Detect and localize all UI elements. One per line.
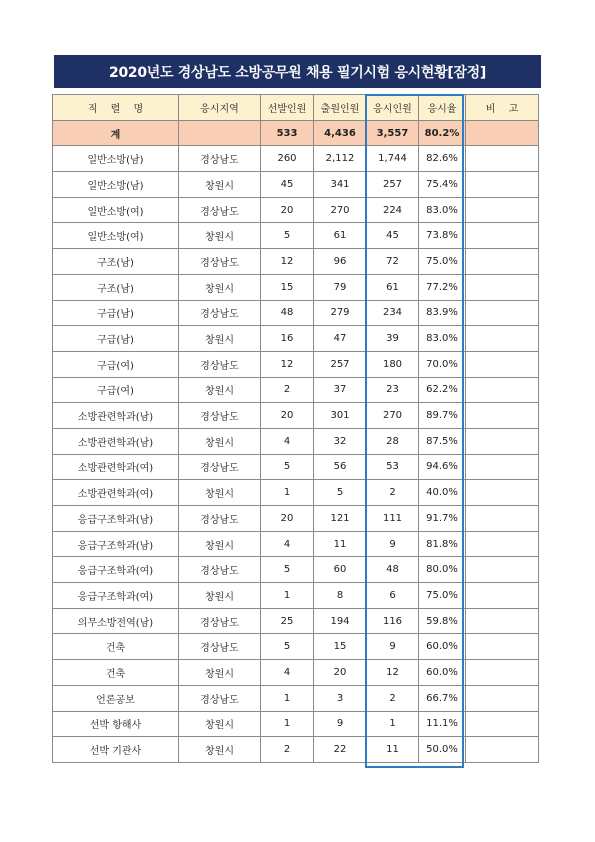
table-row <box>53 506 539 532</box>
cell-attended: 6 <box>367 583 419 609</box>
cell-region: 창원시 <box>179 326 261 352</box>
table-row <box>53 660 539 686</box>
cell-attended: 23 <box>367 377 419 403</box>
table-row <box>53 223 539 249</box>
cell-selected: 2 <box>261 737 314 763</box>
cell-note <box>466 403 539 429</box>
table-row <box>53 685 539 711</box>
cell-rate: 50.0% <box>419 737 466 763</box>
table-row <box>53 146 539 172</box>
cell-job: 구급(여) <box>53 351 179 377</box>
cell-job: 언론공보 <box>53 685 179 711</box>
cell-selected: 15 <box>261 274 314 300</box>
cell-selected: 4 <box>261 531 314 557</box>
cell-selected: 4 <box>261 428 314 454</box>
cell-note <box>466 300 539 326</box>
cell-rate: 73.8% <box>419 223 466 249</box>
cell-applied: 22 <box>314 737 367 763</box>
cell-attended: 116 <box>367 608 419 634</box>
cell-job: 선박 항해사 <box>53 711 179 737</box>
cell-note <box>466 223 539 249</box>
cell-note <box>466 660 539 686</box>
cell-region: 경상남도 <box>179 685 261 711</box>
table-header-row <box>53 95 539 121</box>
cell-region: 경상남도 <box>179 506 261 532</box>
cell-note <box>466 454 539 480</box>
cell-applied: 194 <box>314 608 367 634</box>
table-row <box>53 428 539 454</box>
cell-attended: 1,744 <box>367 146 419 172</box>
page-title: 2020년도 경상남도 소방공무원 채용 필기시험 응시현황[잠정] <box>54 55 541 88</box>
cell-attended: 53 <box>367 454 419 480</box>
cell-rate: 70.0% <box>419 351 466 377</box>
total-note <box>466 120 539 146</box>
cell-applied: 257 <box>314 351 367 377</box>
cell-note <box>466 197 539 223</box>
cell-job: 응급구조학과(남) <box>53 506 179 532</box>
cell-rate: 40.0% <box>419 480 466 506</box>
cell-rate: 80.0% <box>419 557 466 583</box>
cell-job: 건축 <box>53 660 179 686</box>
cell-note <box>466 326 539 352</box>
cell-attended: 1 <box>367 711 419 737</box>
cell-attended: 111 <box>367 506 419 532</box>
cell-selected: 5 <box>261 557 314 583</box>
cell-attended: 234 <box>367 300 419 326</box>
applicant-status-table <box>52 94 539 763</box>
cell-note <box>466 634 539 660</box>
header-note: 비 고 <box>466 95 539 121</box>
cell-applied: 79 <box>314 274 367 300</box>
cell-selected: 1 <box>261 583 314 609</box>
cell-rate: 89.7% <box>419 403 466 429</box>
total-attended: 3,557 <box>367 120 419 146</box>
cell-rate: 60.0% <box>419 634 466 660</box>
total-rate: 80.2% <box>419 120 466 146</box>
cell-selected: 1 <box>261 685 314 711</box>
cell-rate: 75.4% <box>419 172 466 198</box>
cell-attended: 9 <box>367 531 419 557</box>
cell-note <box>466 274 539 300</box>
cell-selected: 4 <box>261 660 314 686</box>
cell-region: 창원시 <box>179 480 261 506</box>
table-row <box>53 711 539 737</box>
cell-note <box>466 480 539 506</box>
table-row <box>53 480 539 506</box>
cell-note <box>466 351 539 377</box>
table-row <box>53 249 539 275</box>
cell-region: 창원시 <box>179 711 261 737</box>
cell-applied: 5 <box>314 480 367 506</box>
cell-rate: 87.5% <box>419 428 466 454</box>
table-row <box>53 634 539 660</box>
cell-region: 경상남도 <box>179 146 261 172</box>
total-applied: 4,436 <box>314 120 367 146</box>
cell-note <box>466 737 539 763</box>
total-selected: 533 <box>261 120 314 146</box>
cell-note <box>466 531 539 557</box>
cell-applied: 3 <box>314 685 367 711</box>
cell-region: 경상남도 <box>179 300 261 326</box>
cell-applied: 301 <box>314 403 367 429</box>
cell-applied: 47 <box>314 326 367 352</box>
cell-job: 구조(남) <box>53 249 179 275</box>
cell-attended: 2 <box>367 480 419 506</box>
cell-rate: 94.6% <box>419 454 466 480</box>
cell-applied: 2,112 <box>314 146 367 172</box>
table-row <box>53 608 539 634</box>
table-row <box>53 197 539 223</box>
cell-job: 구급(남) <box>53 300 179 326</box>
table-row <box>53 351 539 377</box>
table-row <box>53 737 539 763</box>
cell-job: 건축 <box>53 634 179 660</box>
cell-job: 응급구조학과(남) <box>53 531 179 557</box>
cell-attended: 45 <box>367 223 419 249</box>
table-row <box>53 454 539 480</box>
table-row <box>53 377 539 403</box>
cell-note <box>466 557 539 583</box>
cell-region: 경상남도 <box>179 403 261 429</box>
cell-region: 창원시 <box>179 172 261 198</box>
cell-applied: 121 <box>314 506 367 532</box>
cell-selected: 20 <box>261 506 314 532</box>
header-region: 응시지역 <box>179 95 261 121</box>
cell-rate: 60.0% <box>419 660 466 686</box>
table-row <box>53 557 539 583</box>
header-rate: 응시율 <box>419 95 466 121</box>
cell-selected: 5 <box>261 223 314 249</box>
cell-applied: 279 <box>314 300 367 326</box>
cell-rate: 91.7% <box>419 506 466 532</box>
cell-applied: 37 <box>314 377 367 403</box>
cell-selected: 2 <box>261 377 314 403</box>
cell-note <box>466 583 539 609</box>
cell-job: 소방관련학과(여) <box>53 480 179 506</box>
cell-applied: 341 <box>314 172 367 198</box>
cell-attended: 9 <box>367 634 419 660</box>
cell-applied: 56 <box>314 454 367 480</box>
cell-note <box>466 146 539 172</box>
cell-applied: 11 <box>314 531 367 557</box>
cell-job: 일반소방(여) <box>53 197 179 223</box>
cell-rate: 82.6% <box>419 146 466 172</box>
cell-selected: 5 <box>261 454 314 480</box>
cell-note <box>466 249 539 275</box>
cell-attended: 270 <box>367 403 419 429</box>
cell-region: 창원시 <box>179 531 261 557</box>
cell-region: 창원시 <box>179 377 261 403</box>
table-row <box>53 300 539 326</box>
table-row <box>53 403 539 429</box>
cell-selected: 45 <box>261 172 314 198</box>
cell-selected: 12 <box>261 351 314 377</box>
cell-job: 구급(여) <box>53 377 179 403</box>
cell-selected: 1 <box>261 480 314 506</box>
cell-rate: 59.8% <box>419 608 466 634</box>
cell-applied: 8 <box>314 583 367 609</box>
cell-rate: 83.0% <box>419 326 466 352</box>
cell-job: 일반소방(남) <box>53 172 179 198</box>
cell-note <box>466 711 539 737</box>
cell-region: 경상남도 <box>179 249 261 275</box>
cell-rate: 81.8% <box>419 531 466 557</box>
table-row <box>53 531 539 557</box>
cell-job: 일반소방(남) <box>53 146 179 172</box>
cell-rate: 62.2% <box>419 377 466 403</box>
cell-job: 구조(남) <box>53 274 179 300</box>
cell-rate: 75.0% <box>419 249 466 275</box>
cell-note <box>466 685 539 711</box>
total-region <box>179 120 261 146</box>
cell-selected: 20 <box>261 403 314 429</box>
cell-region: 창원시 <box>179 428 261 454</box>
cell-attended: 257 <box>367 172 419 198</box>
cell-applied: 96 <box>314 249 367 275</box>
cell-attended: 48 <box>367 557 419 583</box>
cell-rate: 11.1% <box>419 711 466 737</box>
cell-applied: 9 <box>314 711 367 737</box>
cell-attended: 39 <box>367 326 419 352</box>
cell-note <box>466 377 539 403</box>
cell-attended: 2 <box>367 685 419 711</box>
cell-attended: 12 <box>367 660 419 686</box>
cell-job: 소방관련학과(남) <box>53 403 179 429</box>
cell-attended: 11 <box>367 737 419 763</box>
cell-job: 응급구조학과(여) <box>53 557 179 583</box>
table-row <box>53 583 539 609</box>
cell-note <box>466 428 539 454</box>
cell-applied: 32 <box>314 428 367 454</box>
cell-rate: 75.0% <box>419 583 466 609</box>
cell-rate: 66.7% <box>419 685 466 711</box>
cell-selected: 1 <box>261 711 314 737</box>
cell-job: 의무소방전역(남) <box>53 608 179 634</box>
cell-rate: 83.0% <box>419 197 466 223</box>
cell-applied: 61 <box>314 223 367 249</box>
cell-attended: 61 <box>367 274 419 300</box>
cell-region: 경상남도 <box>179 608 261 634</box>
cell-selected: 12 <box>261 249 314 275</box>
cell-region: 창원시 <box>179 583 261 609</box>
cell-region: 경상남도 <box>179 634 261 660</box>
cell-selected: 48 <box>261 300 314 326</box>
cell-region: 창원시 <box>179 660 261 686</box>
cell-note <box>466 506 539 532</box>
header-job: 직 렬 명 <box>53 95 179 121</box>
cell-applied: 20 <box>314 660 367 686</box>
cell-attended: 28 <box>367 428 419 454</box>
cell-selected: 25 <box>261 608 314 634</box>
cell-job: 구급(남) <box>53 326 179 352</box>
cell-job: 선박 기관사 <box>53 737 179 763</box>
cell-region: 경상남도 <box>179 197 261 223</box>
cell-selected: 16 <box>261 326 314 352</box>
cell-selected: 260 <box>261 146 314 172</box>
cell-note <box>466 608 539 634</box>
header-selected: 선발인원 <box>261 95 314 121</box>
cell-region: 경상남도 <box>179 351 261 377</box>
header-applied: 출원인원 <box>314 95 367 121</box>
cell-region: 창원시 <box>179 223 261 249</box>
cell-job: 응급구조학과(여) <box>53 583 179 609</box>
cell-region: 경상남도 <box>179 454 261 480</box>
cell-region: 창원시 <box>179 737 261 763</box>
table-row <box>53 326 539 352</box>
total-row <box>53 120 539 146</box>
cell-job: 소방관련학과(여) <box>53 454 179 480</box>
table-row <box>53 274 539 300</box>
cell-job: 소방관련학과(남) <box>53 428 179 454</box>
cell-job: 일반소방(여) <box>53 223 179 249</box>
cell-selected: 5 <box>261 634 314 660</box>
table-row <box>53 172 539 198</box>
cell-rate: 77.2% <box>419 274 466 300</box>
cell-applied: 15 <box>314 634 367 660</box>
cell-attended: 72 <box>367 249 419 275</box>
cell-applied: 60 <box>314 557 367 583</box>
cell-attended: 224 <box>367 197 419 223</box>
cell-selected: 20 <box>261 197 314 223</box>
cell-rate: 83.9% <box>419 300 466 326</box>
cell-region: 경상남도 <box>179 557 261 583</box>
header-attended: 응시인원 <box>367 95 419 121</box>
cell-applied: 270 <box>314 197 367 223</box>
cell-note <box>466 172 539 198</box>
cell-attended: 180 <box>367 351 419 377</box>
cell-region: 창원시 <box>179 274 261 300</box>
total-label: 계 <box>53 120 179 146</box>
